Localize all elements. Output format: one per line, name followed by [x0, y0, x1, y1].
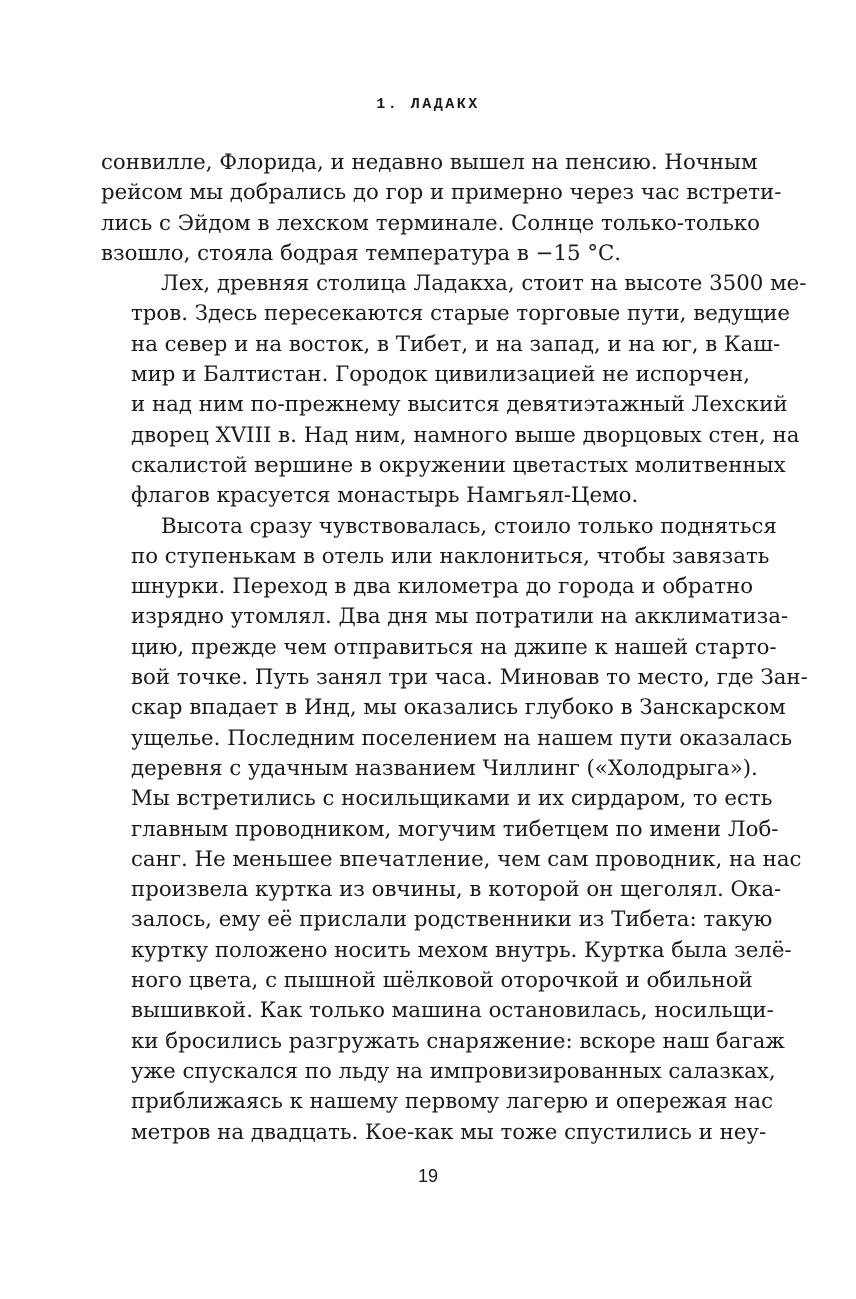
text-line: ного цвета, с пышной шёлковой оторочкой и обильной — [131, 968, 753, 994]
text-line: и над ним по-прежнему высится девятиэтажный Лехский — [131, 392, 788, 418]
text-line: сонвилле, Флорида, и недавно вышел на пенсию. Ночным — [101, 150, 758, 175]
running-title: 1. ЛАДАКХ — [376, 96, 480, 113]
text-line: вышивкой. Как только машина остановилась, носильщи- — [131, 998, 774, 1024]
text-line: по ступенькам в отель или наклониться, чтобы завязать — [131, 543, 770, 569]
text-line: Лех, древняя столица Ладакха, стоит на высоте 3500 ме- — [161, 271, 807, 297]
text-line: вой точке. Путь занял три часа. Миновав то место, где Зан- — [131, 665, 808, 691]
text-line: санг. Не меньшее впечатление, чем сам проводник, на нас — [131, 846, 802, 872]
text-line: мир и Балтистан. Городок цивилизацией не испорчен, — [131, 362, 751, 388]
text-line: цию, прежде чем отправиться на джипе к нашей старто- — [131, 634, 777, 660]
text-line: дворец XVIII в. Над ним, намного выше дворцовых стен, на — [131, 422, 800, 448]
text-line: ки бросились разгружать снаряжение: вскоре наш багаж — [131, 1028, 785, 1054]
text-line: ущелье. Последним поселением на нашем пути оказалась — [131, 725, 793, 751]
text-line: флагов красуется монастырь Намгьял-Цемо. — [131, 483, 639, 509]
text-line: деревня с удачным названием Чиллинг («Холодрыга»). — [131, 755, 758, 781]
text-line: произвела куртка из овчины, в которой он щеголял. Ока- — [131, 877, 782, 903]
text-line: взошло, стояла бодрая температура в −15 °С. — [101, 240, 622, 266]
text-line: главным проводником, могучим тибетцем по имени Лоб- — [131, 816, 779, 842]
paragraph — [101, 148, 782, 269]
text-line: скалистой вершине в окружении цветастых молитвенных — [131, 452, 786, 478]
text-line: Высота сразу чувствовалась, стоило только подняться — [161, 513, 777, 539]
paragraph — [101, 269, 807, 511]
paragraph — [101, 512, 808, 1148]
text-line: изрядно утомлял. Два дня мы потратили на акклиматиза- — [131, 604, 789, 630]
body-text — [101, 148, 808, 1148]
text-line: уже спускался по льду на импровизированных салазках, — [131, 1058, 776, 1084]
text-line: Мы встретились с носильщиками и их сирдаром, то есть — [131, 786, 773, 812]
text-line: куртку положено носить мехом внутрь. Куртка была зелё- — [131, 937, 792, 963]
text-line: тров. Здесь пересекаются старые торговые пути, ведущие — [131, 301, 791, 327]
text-line: залось, ему её прислали родственники из Тибета: такую — [131, 907, 773, 933]
text-line: метров на двадцать. Кое-как мы тоже спустились и неу- — [131, 1119, 767, 1145]
text-line: приближаясь к нашему первому лагерю и опережая нас — [131, 1089, 773, 1115]
text-line: на север и на восток, в Тибет, и на запад, и на юг, в Каш- — [131, 331, 781, 357]
text-line: шнурки. Переход в два километра до города и обратно — [131, 574, 754, 600]
page-number: 19 — [417, 1166, 439, 1186]
text-line: скар впадает в Инд, мы оказались глубоко в Занскарском — [131, 695, 786, 721]
text-line: лись с Эйдом в лехском терминале. Солнце только-только — [101, 210, 760, 236]
text-line: рейсом мы добрались до гор и примерно через час встрети- — [101, 180, 782, 206]
